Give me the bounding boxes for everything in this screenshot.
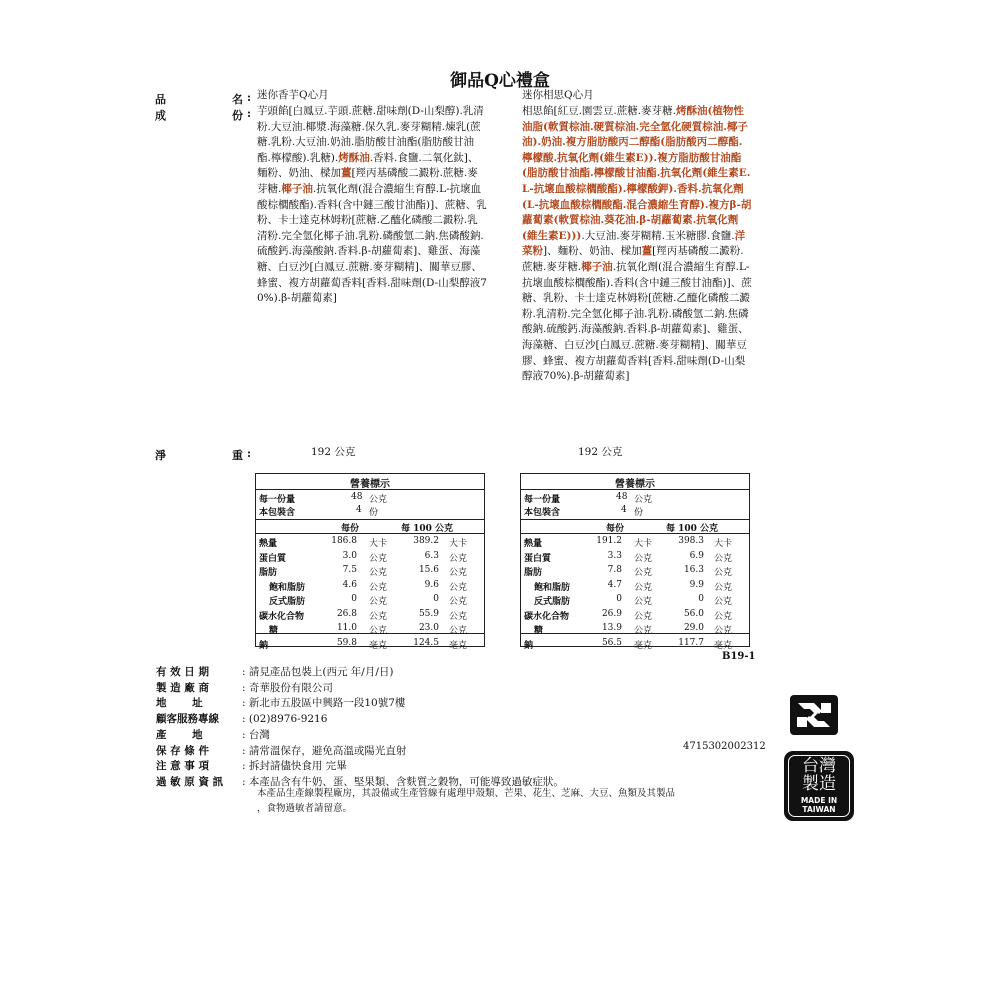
nutrient-unit: 公克 xyxy=(369,626,388,636)
ingredients-label-b: 份 xyxy=(232,109,243,122)
nutrient-per-100g: 23.0 xyxy=(418,623,439,633)
nutrient-unit: 公克 xyxy=(449,582,468,593)
nutrient-unit: 公克 xyxy=(634,597,653,607)
ingredients-product-1 xyxy=(257,104,487,307)
nutrient-unit: 大卡 xyxy=(634,539,653,549)
nutrient-unit: 毫克 xyxy=(634,640,653,651)
ingredient-highlight: 薑 xyxy=(341,167,352,180)
info-row xyxy=(156,695,405,711)
nutrient-per-serving: 3.3 xyxy=(607,550,622,561)
nutrient-unit: 公克 xyxy=(634,611,653,622)
net-weight-2: 192 公克 xyxy=(578,446,623,458)
servings-label: 本包裝含 xyxy=(259,508,296,518)
column-per-serving: 每份 xyxy=(606,524,625,534)
nutrient-per-serving: 0 xyxy=(616,594,622,604)
nutrient-per-100g: 16.3 xyxy=(683,565,704,575)
ingredient-highlight: 烤酥油(植物性油脂(軟質棕油.硬質棕油.完全氫化硬質棕油.椰子油).奶油.複方脂肪酸丙二醇酯(脂肪酸丙二醇酯.檸檬酸.抗氧化劑(維生素E)).複方脂肪酸甘油酯(脂肪酸甘油酯.檸檬酸甘油酯.抗氧化劑(維生素E.L-抗壞血酸棕櫚酸酯).檸檬酸鉀).香料.抗氧化劑(L-抗壞血酸棕櫚酸酯.混合濃縮生育醇).複方β-胡蘿蔔素(軟質棕油.葵花油.β-胡蘿蔔素.抗氧化劑(維生素E))) xyxy=(522,105,752,242)
nutrient-unit: 公克 xyxy=(369,553,388,564)
nutrient-unit: 大卡 xyxy=(369,539,388,549)
nutrient-unit: 公克 xyxy=(369,582,388,593)
nutrient-unit: 公克 xyxy=(369,568,388,578)
nutrient-per-serving: 191.2 xyxy=(596,536,622,546)
product-name-label-b: 名 xyxy=(232,93,243,106)
nutrient-per-100g: 55.9 xyxy=(418,608,439,619)
nutrient-name: 糖 xyxy=(269,626,279,636)
ingredient-text: [羥丙基磷酸二澱粉.蔗糖.麥芽糖. xyxy=(522,245,744,273)
info-label: 有 效 日 期 xyxy=(156,666,209,678)
column-per-100g: 每 100 公克 xyxy=(401,524,454,534)
nutrient-unit: 公克 xyxy=(634,582,653,593)
info-row xyxy=(156,727,270,743)
ingredient-highlight: 椰子油 xyxy=(581,260,613,273)
net-weight-label-b: 重 xyxy=(232,449,243,462)
product-name-label-a: 品 xyxy=(155,93,166,106)
serving-size-unit: 公克 xyxy=(369,495,388,505)
nutrient-name: 蛋白質 xyxy=(524,553,552,564)
nutrient-unit: 公克 xyxy=(714,626,733,636)
servings-label: 本包裝含 xyxy=(524,508,561,518)
serving-size-value: 48 xyxy=(351,492,363,502)
nutrient-per-100g: 9.6 xyxy=(424,579,439,590)
nutrient-unit: 公克 xyxy=(449,553,468,564)
made-in-line4: TAIWAN xyxy=(802,805,836,814)
ingredient-highlight: 烤酥油 xyxy=(338,151,370,164)
serving-size-label: 每一份量 xyxy=(259,495,296,505)
net-weight-1: 192 公克 xyxy=(311,446,356,458)
info-value: : 新北市五股區中興路一段10號7樓 xyxy=(242,697,406,710)
nutrient-per-serving: 59.8 xyxy=(336,637,357,648)
servings-unit: 份 xyxy=(634,508,644,518)
serving-size-label: 每一份量 xyxy=(524,495,561,505)
info-value: : 請見產品包裝上(西元 年/月/日) xyxy=(242,666,394,678)
column-per-serving: 每份 xyxy=(341,524,360,534)
nutrient-unit: 公克 xyxy=(369,611,388,622)
info-row xyxy=(156,743,406,759)
nutrient-per-serving: 186.8 xyxy=(331,536,357,546)
ingredient-text: ]、麵粉、奶油、樑加 xyxy=(543,245,642,258)
info-row xyxy=(156,680,333,696)
nutrient-unit: 公克 xyxy=(714,553,733,564)
nutrient-unit: 毫克 xyxy=(369,640,388,651)
colon: : xyxy=(247,447,252,460)
product-name-1: 迷你香芋Q心月 xyxy=(257,89,329,101)
nutrient-per-100g: 29.0 xyxy=(683,623,704,633)
nutrient-name: 熱量 xyxy=(259,539,278,549)
info-label: 保 存 條 件 xyxy=(156,744,209,757)
ingredients-product-2 xyxy=(522,104,752,385)
info-value: : 請常溫保存，避免高溫或陽光直射 xyxy=(242,744,407,757)
info-value: : 奇華股份有限公司 xyxy=(242,681,333,694)
info-label: 產 地 xyxy=(156,728,203,741)
nutrient-unit: 公克 xyxy=(369,597,388,607)
ingredient-text: .抗氧化劑(混合濃縮生育醇.L-抗壞血酸棕櫚酸酯).香料(含中鏈三酸甘油酯)]、蔗糖、乳粉、卡士達克林姆粉[蔗糖.乙醯化磷酸二澱粉.乳清粉.完全氫化椰子油.乳粉.磷酸氫二鈉.焦磷酸鈉.硫酸鈣.海藻酸鈉.香料.β-胡蘿蔔素]、雞蛋、海藻糖、白豆沙[白鳳豆.蔗糖.麥芽糊精]、關華豆膠、蜂蜜、複方胡蘿蔔香料[香料.甜味劑(D-山梨醇液70%).β-胡蘿蔔素] xyxy=(522,260,752,383)
nutrient-per-serving: 56.5 xyxy=(601,637,622,648)
info-label: 注 意 事 項 xyxy=(156,760,209,773)
nutrient-unit: 公克 xyxy=(449,626,468,636)
serving-size-value: 48 xyxy=(616,492,628,502)
nutrient-name: 糖 xyxy=(534,626,544,636)
nutrient-unit: 毫克 xyxy=(449,640,468,651)
divider xyxy=(256,519,484,520)
nutrition-table-2 xyxy=(520,473,750,651)
nutrition-header: 營養標示 xyxy=(615,479,655,490)
info-label: 過 敏 原 資 訊 xyxy=(156,775,224,788)
column-per-100g: 每 100 公克 xyxy=(666,524,719,534)
product-name-2: 迷你相思Q心月 xyxy=(522,89,594,101)
nutrient-per-100g: 0 xyxy=(698,594,704,604)
ingredient-text: .大豆油.麥芽糊精.玉米糖膠.食鹽. xyxy=(581,229,735,242)
nutrient-per-100g: 6.3 xyxy=(424,550,439,561)
made-in-taiwan-badge xyxy=(784,751,854,821)
nutrient-name: 脂肪 xyxy=(259,568,278,578)
divider xyxy=(256,489,484,490)
nutrient-unit: 毫克 xyxy=(714,640,733,651)
recycle-icon xyxy=(788,693,840,737)
ingredient-highlight: 洋菜粉 xyxy=(522,229,746,258)
ingredient-text: 相思餡[紅豆.園雲豆.蔗糖.麥芽糖. xyxy=(522,105,676,117)
info-value: : 拆封請儘快食用 完畢 xyxy=(242,760,347,773)
nutrient-per-100g: 124.5 xyxy=(413,637,439,648)
made-in-line3: MADE IN xyxy=(800,796,838,805)
ingredient-text: .香料.食鹽.二氧化鈦]、麵粉、奶油、樑加 xyxy=(257,151,479,180)
allergen-note-2: ，食物過敏者請留意。 xyxy=(257,803,353,814)
nutrient-name: 反式脂肪 xyxy=(269,597,306,607)
nutrient-per-serving: 7.8 xyxy=(607,565,622,575)
nutrient-per-serving: 26.9 xyxy=(601,608,622,619)
nutrient-per-100g: 56.0 xyxy=(683,608,704,619)
colon: : xyxy=(247,91,252,104)
nutrient-name: 飽和脂肪 xyxy=(269,582,306,593)
nutrient-per-100g: 6.9 xyxy=(689,550,704,561)
nutrient-per-100g: 117.7 xyxy=(678,637,704,648)
made-in-line2: 製造 xyxy=(802,774,836,794)
colon: : xyxy=(247,107,252,120)
page-title: 御品Q心禮盒 xyxy=(450,71,550,91)
nutrient-name: 熱量 xyxy=(524,539,543,549)
nutrient-per-serving: 4.6 xyxy=(342,579,357,590)
nutrient-unit: 公克 xyxy=(449,568,468,578)
net-weight-label-a: 淨 xyxy=(155,449,166,462)
nutrient-unit: 公克 xyxy=(714,582,733,593)
nutrient-per-serving: 11.0 xyxy=(336,623,357,633)
ingredient-text: 芋頭餡[白鳳豆.芋頭.蔗糖.甜味劑(D-山梨醇).乳清粉.大豆油.椰漿.海藻糖.保久乳.麥芽糊精.煉乳(蔗糖.乳粉.大豆油.奶油.脂肪酸甘油酯(脂肪酸甘油酯.檸檬酸).乳糖). xyxy=(257,105,484,164)
nutrient-per-serving: 7.5 xyxy=(342,565,357,575)
nutrient-per-100g: 0 xyxy=(433,594,439,604)
ingredient-highlight: 椰子油 xyxy=(281,182,313,195)
nutrient-unit: 公克 xyxy=(634,626,653,636)
nutrient-unit: 公克 xyxy=(449,597,468,607)
nutrient-name: 飽和脂肪 xyxy=(534,582,571,593)
info-label: 製 造 廠 商 xyxy=(156,681,209,694)
batch-code: B19-1 xyxy=(722,651,756,662)
nutrition-header: 營養標示 xyxy=(350,479,390,490)
divider xyxy=(521,519,749,520)
nutrient-unit: 公克 xyxy=(634,568,653,578)
ingredients-label-a: 成 xyxy=(155,109,166,122)
serving-size-unit: 公克 xyxy=(634,495,653,505)
made-in-line1: 台灣 xyxy=(802,756,836,776)
servings-value: 4 xyxy=(621,505,627,515)
nutrient-unit: 公克 xyxy=(714,597,733,607)
nutrient-name: 鈉 xyxy=(259,640,269,651)
ingredient-text: .抗氧化劑(混合濃縮生育醇.L-抗壞血酸棕櫚酸酯).香料(含中鏈三酸甘油酯)]、蔗糖、乳粉、卡士達克林姆粉[蔗糖.乙醯化磷酸二澱粉.乳清粉.完全氫化椰子油.乳粉.磷酸氫二鈉.焦磷酸鈉.硫酸鈣.海藻酸鈉.香料.β-胡蘿蔔素]、雞蛋、海藻糖、白豆沙[白鳳豆.蔗糖.麥芽糊精]、關華豆膠、蜂蜜、複方胡蘿蔔香料[香料.甜味劑(D-山梨醇液70%).β-胡蘿蔔素] xyxy=(257,182,487,305)
servings-value: 4 xyxy=(356,505,362,515)
ingredient-text: [羥丙基磷酸二澱粉.蔗糖.麥芽糖. xyxy=(257,167,478,195)
info-value: : (02)8976-9216 xyxy=(242,713,328,726)
nutrient-name: 鈉 xyxy=(524,640,534,651)
nutrient-per-serving: 3.0 xyxy=(342,550,357,561)
nutrient-unit: 大卡 xyxy=(714,539,733,549)
nutrient-per-serving: 4.7 xyxy=(607,579,622,590)
info-row xyxy=(156,758,347,774)
nutrient-name: 蛋白質 xyxy=(259,553,287,564)
servings-unit: 份 xyxy=(369,508,379,518)
nutrient-unit: 大卡 xyxy=(449,539,468,549)
nutrient-name: 反式脂肪 xyxy=(534,597,571,607)
allergen-note-1: 本產品生產線製程廠房，其設備或生產管線有處理甲殼類、芒果、花生、芝麻、大豆、魚類及其製品 xyxy=(257,788,676,799)
info-value: : 台灣 xyxy=(242,728,270,741)
nutrient-name: 脂肪 xyxy=(524,568,543,578)
nutrient-per-100g: 15.6 xyxy=(418,565,439,575)
nutrient-name: 碳水化合物 xyxy=(259,611,305,622)
nutrient-name: 碳水化合物 xyxy=(524,611,570,622)
nutrient-per-serving: 26.8 xyxy=(336,608,357,619)
nutrient-per-100g: 389.2 xyxy=(413,536,439,546)
barcode-number: 4715302002312 xyxy=(683,741,766,752)
info-row xyxy=(156,664,393,680)
nutrient-unit: 公克 xyxy=(634,553,653,564)
nutrition-table-1 xyxy=(255,473,485,651)
info-row xyxy=(156,711,327,727)
nutrient-per-serving: 13.9 xyxy=(601,623,622,633)
ingredient-highlight: 薑 xyxy=(641,245,653,258)
info-label: 地 址 xyxy=(156,697,203,710)
nutrient-per-100g: 398.3 xyxy=(678,536,704,546)
divider xyxy=(521,489,749,490)
nutrient-unit: 公克 xyxy=(714,611,733,622)
nutrient-unit: 公克 xyxy=(714,568,733,578)
nutrient-per-100g: 9.9 xyxy=(689,579,704,590)
info-label: 顧客服務專線 xyxy=(156,713,219,726)
nutrient-per-serving: 0 xyxy=(351,594,357,604)
nutrient-unit: 公克 xyxy=(449,611,468,622)
info-value: : 本產品含有牛奶、蛋、堅果類、含麩質之穀物，可能導致過敏症狀。 xyxy=(242,775,564,788)
